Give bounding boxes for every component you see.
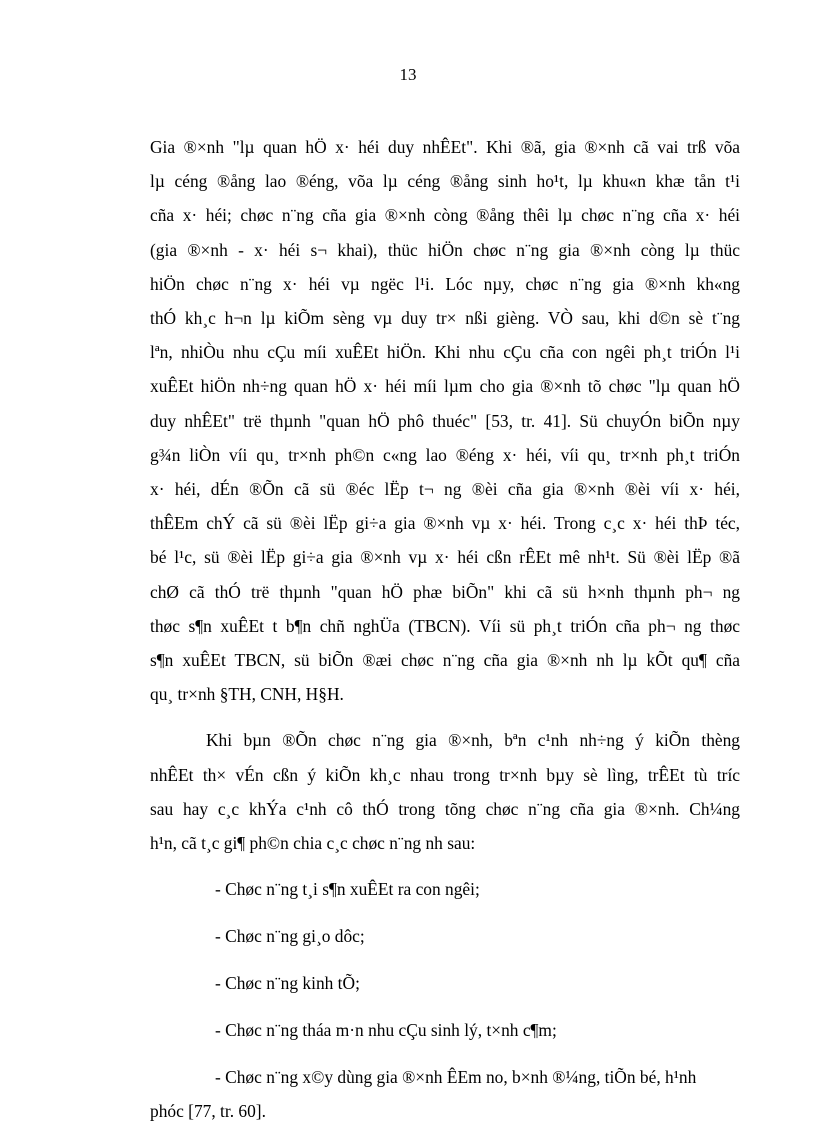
list-item: - Chøc n¨ng t¸i s¶n xuÊEt ra con ngêi; [215, 879, 480, 900]
paragraph-spacer [150, 860, 740, 872]
text-line: lªn, nhiÒu nhu cÇu míi xuÊEt hiÖn. Khi nhu cÇu cña con ngêi ph¸t triÓn l¹i [150, 342, 740, 363]
text-line: thÊEm chÝ cã sü ®èi lËp gi÷a gia ®×nh vµ x· héi. Trong c¸c x· héi thÞ téc, [150, 513, 740, 534]
text-line: thøc s¶n xuÊEt t b¶n chñ nghÜa (TBCN). Víi sü ph¸t triÓn cña ph¬ ng thøc [150, 615, 740, 636]
function-list [150, 872, 740, 1128]
list-item: - Chøc n¨ng tháa m·n nhu cÇu sinh lý, t×nh c¶m; [215, 1020, 557, 1041]
list-item: - Chøc n¨ng x©y dùng gia ®×nh ÊEm no, b×nh ®¼ng, tiÕn bé, h¹nh [215, 1067, 697, 1088]
text-line: sau hay c¸c khÝa c¹nh cô thÓ trong tõng chøc n¨ng cña gia ®×nh. Ch¼ng [150, 798, 740, 819]
paragraph-spacer [150, 711, 740, 723]
text-line: s¶n xuÊEt TBCN, sü biÕn ®æi chøc n¨ng cña gia ®×nh nh lµ kÕt qu¶ cña [150, 650, 740, 671]
list-item: - Chøc n¨ng gi¸o dôc; [215, 926, 365, 947]
paragraph-2 [150, 723, 740, 860]
text-line: g¾n liÒn víi qu¸ tr×nh ph©n c«ng lao ®éng x· héi, víi qu¸ tr×nh ph¸t triÓn [150, 444, 740, 465]
text-line: phóc [77, tr. 60]. [150, 1101, 266, 1122]
text-line: (gia ®×nh - x· héi s¬ khai), thüc hiÖn chøc n¨ng gia ®×nh còng lµ thüc [150, 239, 740, 260]
page-number: 13 [399, 65, 417, 84]
list-item: - Chøc n¨ng kinh tÕ; [215, 973, 360, 994]
text-line: chØ cã thÓ trë thµnh "quan hÖ phæ biÕn" khi cã sü h×nh thµnh ph¬ ng [150, 581, 740, 602]
text-line: Khi bµn ®Õn chøc n¨ng gia ®×nh, bªn c¹nh nh÷ng ý kiÕn thèng [206, 730, 740, 751]
body-text [150, 130, 740, 1129]
text-line: Gia ®×nh "lµ quan hÖ x· héi duy nhÊEt". Khi ®ã, gia ®×nh cã vai trß võa [150, 137, 740, 157]
text-line: xuÊEt hiÖn nh÷ng quan hÖ x· héi míi lµm cho gia ®×nh tõ chøc "lµ quan hÖ [150, 376, 740, 397]
text-line: nhÊEt th× vÉn cßn ý kiÕn kh¸c nhau trong tr×nh bµy sè lìng, trÊEt tù tríc [150, 764, 740, 785]
text-line: thÓ kh¸c h¬n lµ kiÕm sèng vµ duy tr× nßi gièng. VÒ sau, khi d©n sè t¨ng [150, 308, 740, 329]
text-line: hiÖn chøc n¨ng x· héi vµ ngëc l¹i. Lóc nµy, chøc n¨ng gia ®×nh kh«ng [150, 273, 740, 294]
text-line: x· héi, dÉn ®Õn cã sü ®éc lËp t¬ ng ®èi cña gia ®×nh ®èi víi x· héi, [150, 479, 740, 500]
text-line: cña x· héi; chøc n¨ng cña gia ®×nh còng ®ång thêi lµ chøc n¨ng cña x· héi [150, 205, 740, 226]
text-line: bé l¹c, sü ®èi lËp gi÷a gia ®×nh vµ x· héi cßn rÊEt mê nh¹t. Sü ®èi lËp ®ã [150, 547, 740, 568]
text-line: qu¸ tr×nh §TH, CNH, H§H. [150, 684, 344, 705]
paragraph-1 [150, 130, 740, 711]
text-line: lµ céng ®ång lao ®éng, võa lµ céng ®ång sinh ho¹t, lµ khu«n khæ tån t¹i [150, 171, 740, 192]
text-line: h¹n, cã t¸c gi¶ ph©n chia c¸c chøc n¨ng nh sau: [150, 833, 476, 854]
text-line: duy nhÊEt" trë thµnh "quan hÖ phô thuéc" [53, tr. 41]. Sü chuyÓn biÕn nµy [150, 410, 740, 431]
